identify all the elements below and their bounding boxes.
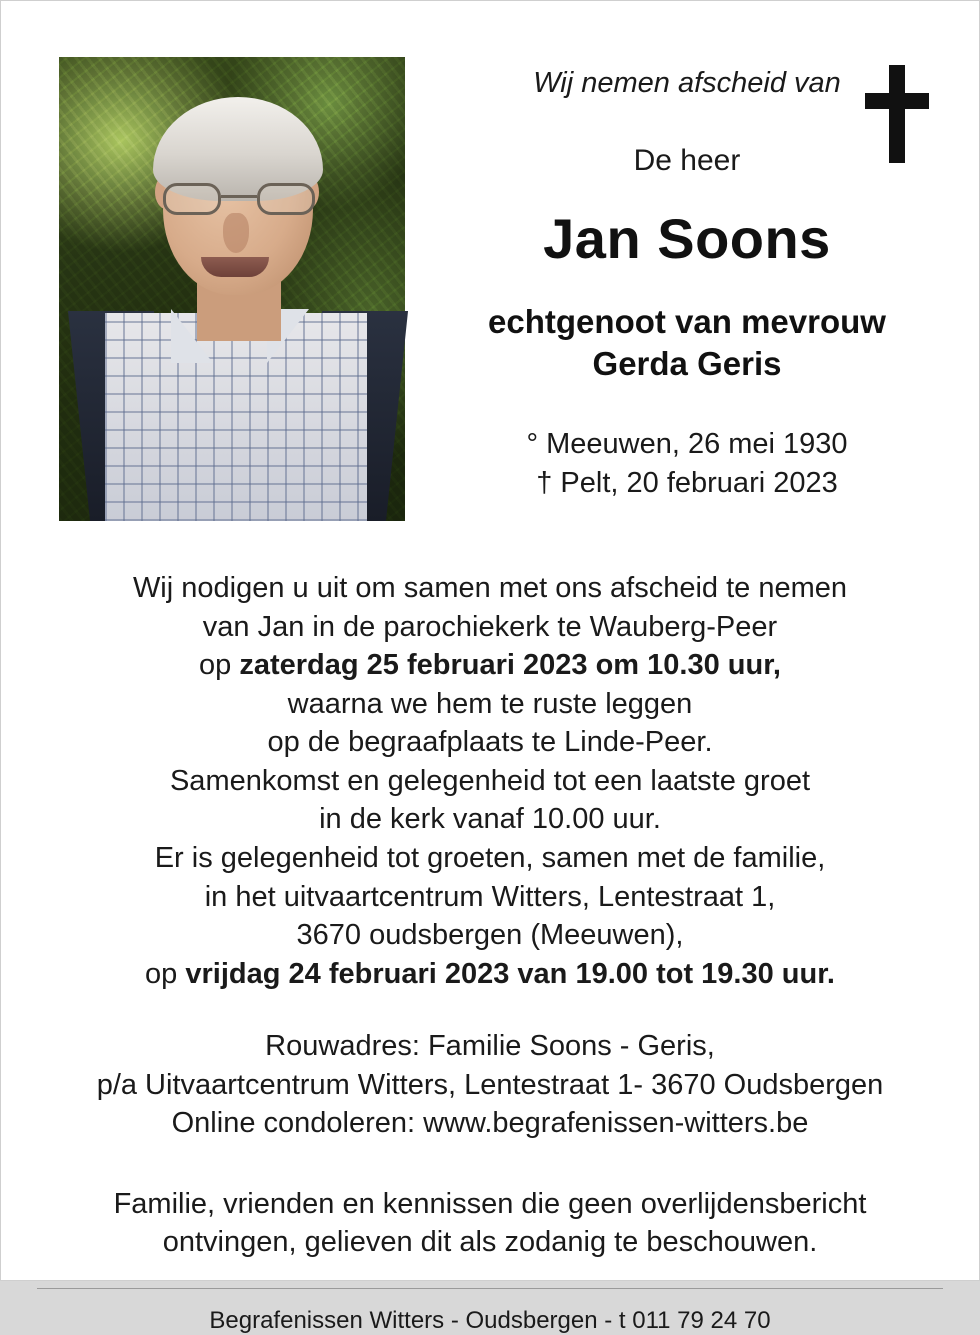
deceased-name: Jan Soons [543, 207, 831, 270]
death-date: † Pelt, 20 februari 2023 [536, 466, 838, 499]
invitation-text [1, 569, 979, 993]
invitation-line-8: Er is gelegenheid tot groeten, samen met de familie, [154, 841, 826, 874]
invitation-line-3-prefix: op [199, 649, 240, 682]
address-line-1: Rouwadres: Familie Soons - Geris, [265, 1030, 715, 1063]
invitation-line-1: Wij nodigen u uit om samen met ons afscheid te nemen [132, 572, 848, 604]
portrait-container [1, 57, 405, 521]
header-section [1, 1, 979, 521]
dates-block [405, 425, 969, 502]
spouse-block [405, 301, 969, 385]
invitation-line-5: op de begraafplaats te Linde-Peer. [267, 726, 713, 759]
cross-horizontal [865, 93, 929, 109]
invitation-line-3 [41, 646, 939, 685]
invitation-line-11-bold: vrijdag 24 februari 2023 van 19.00 tot 19.30 uur. [185, 957, 835, 990]
header-text-column [405, 57, 979, 502]
invitation-line-3-bold: zaterdag 25 februari 2023 om 10.30 uur, [239, 649, 781, 682]
notice-text [1, 1185, 979, 1262]
notice-line-2: ontvingen, gelieven dit als zodanig te beschouwen. [162, 1226, 818, 1259]
birth-date: ° Meeuwen, 26 mei 1930 [526, 428, 848, 461]
invitation-line-4: waarna we hem te ruste leggen [287, 687, 693, 720]
invitation-line-6: Samenkomst en gelegenheid tot een laatste groet [169, 764, 811, 797]
lens-left [163, 183, 221, 215]
salutation-line: De heer [633, 144, 741, 177]
farewell-line: Wij nemen afscheid van [533, 67, 841, 99]
portrait-photo [59, 57, 405, 521]
invitation-line-7: in de kerk vanaf 10.00 uur. [319, 803, 661, 836]
glasses-bridge [221, 195, 257, 198]
invitation-line-11-prefix: op [145, 957, 186, 990]
mourning-address [1, 1027, 979, 1143]
footer-divider [37, 1288, 943, 1289]
footer-text: Begrafenissen Witters - Oudsbergen - t 011 79 24 70 [209, 1307, 771, 1334]
invitation-line-2: van Jan in de parochiekerk te Wauberg-Peer [202, 610, 778, 643]
nose [223, 213, 249, 253]
glasses-icon [163, 183, 315, 217]
cross-vertical [889, 65, 905, 163]
cross-icon [865, 65, 929, 163]
invitation-line-11 [41, 955, 939, 994]
shirt [105, 313, 367, 521]
invitation-line-9: in het uitvaartcentrum Witters, Lentestraat 1, [204, 880, 776, 913]
spouse-line-2: Gerda Geris [592, 345, 782, 383]
spouse-line-1: echtgenoot van mevrouw [488, 303, 886, 340]
address-line-2: p/a Uitvaartcentrum Witters, Lentestraat 1- 3670 Oudsbergen [96, 1068, 884, 1101]
lens-right [257, 183, 315, 215]
mouth [201, 257, 269, 277]
invitation-line-10: 3670 oudsbergen (Meeuwen), [296, 919, 684, 952]
notice-line-1: Familie, vrienden en kennissen die geen overlijdensbericht [113, 1187, 867, 1220]
address-line-3: Online condoleren: www.begrafenissen-witters.be [171, 1107, 809, 1140]
